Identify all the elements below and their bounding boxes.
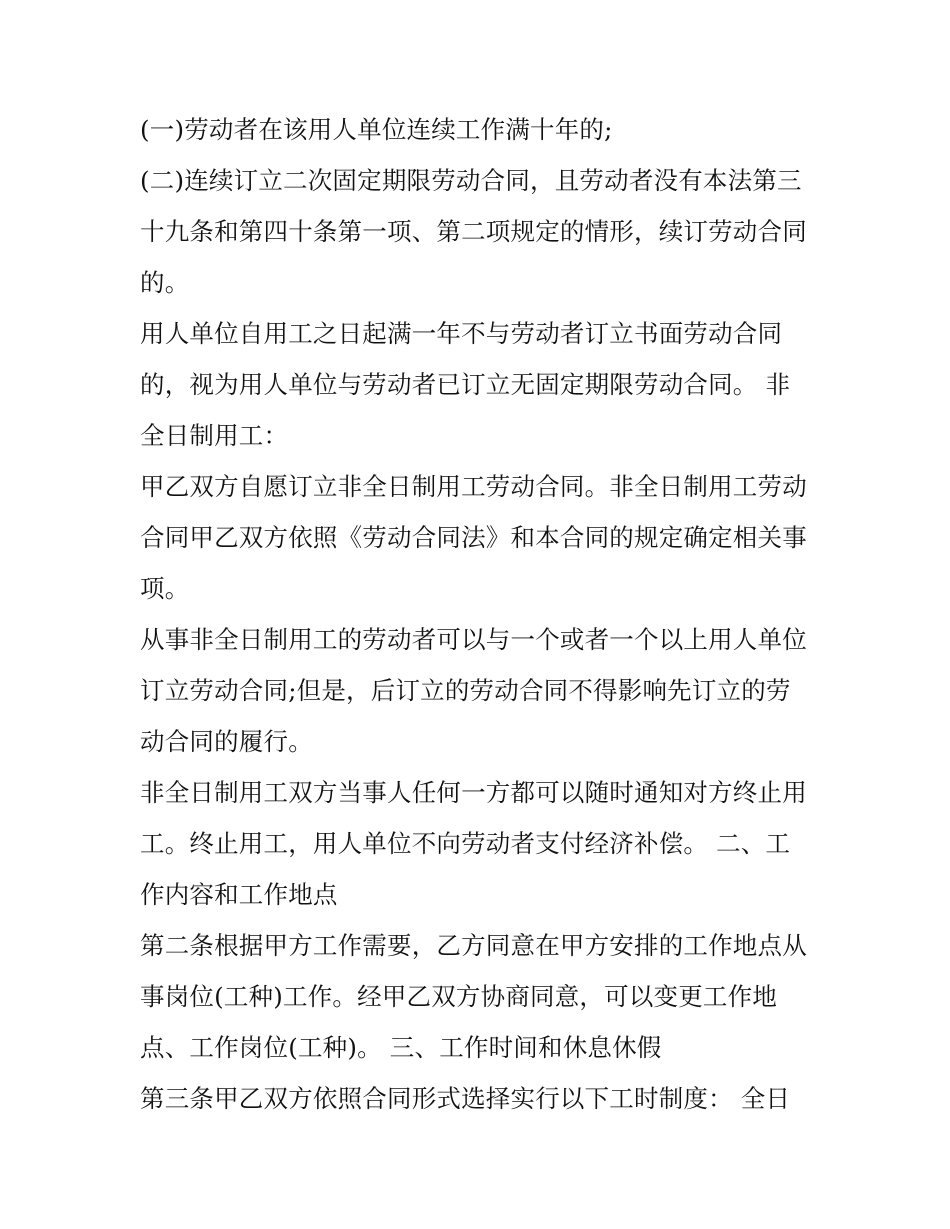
text-line: 从事非全日制用工的劳动者可以与一个或者一个以上用人单位 — [140, 625, 807, 654]
text-line: 点、工作岗位(工种)。 三、工作时间和休息休假 — [140, 1033, 662, 1062]
text-line: 的，视为用人单位与劳动者已订立无固定期限劳动合同。 非 — [140, 370, 791, 399]
text-line: 动合同的履行。 — [140, 727, 313, 756]
text-line: 事岗位(工种)工作。经甲乙双方协商同意，可以变更工作地 — [140, 982, 778, 1011]
text-line: 的。 — [140, 268, 190, 297]
text-line: 甲乙双方自愿订立非全日制用工劳动合同。非全日制用工劳动 — [140, 472, 807, 501]
text-line: 第二条根据甲方工作需要，乙方同意在甲方安排的工作地点从 — [140, 931, 807, 960]
text-line: 用人单位自用工之日起满一年不与劳动者订立书面劳动合同 — [140, 319, 783, 348]
text-line: 十九条和第四十条第一项、第二项规定的情形，续订劳动合同 — [140, 217, 807, 246]
text-line: 合同甲乙双方依照《劳动合同法》和本合同的规定确定相关事 — [140, 523, 807, 552]
text-line: 订立劳动合同;但是，后订立的劳动合同不得影响先订立的劳 — [140, 676, 791, 705]
text-line: 全日制用工： — [140, 421, 289, 450]
text-line: (二)连续订立二次固定期限劳动合同，且劳动者没有本法第三 — [140, 166, 802, 195]
document-body — [140, 104, 830, 1124]
text-line: (一)劳动者在该用人单位连续工作满十年的; — [140, 115, 613, 144]
text-line: 项。 — [140, 574, 190, 603]
text-line: 第三条甲乙双方依照合同形式选择实行以下工时制度： 全日 — [140, 1084, 791, 1113]
text-line: 工。终止用工，用人单位不向劳动者支付经济补偿。 二、工 — [140, 829, 791, 858]
text-line: 作内容和工作地点 — [140, 880, 338, 909]
text-line: 非全日制用工双方当事人任何一方都可以随时通知对方终止用 — [140, 778, 807, 807]
